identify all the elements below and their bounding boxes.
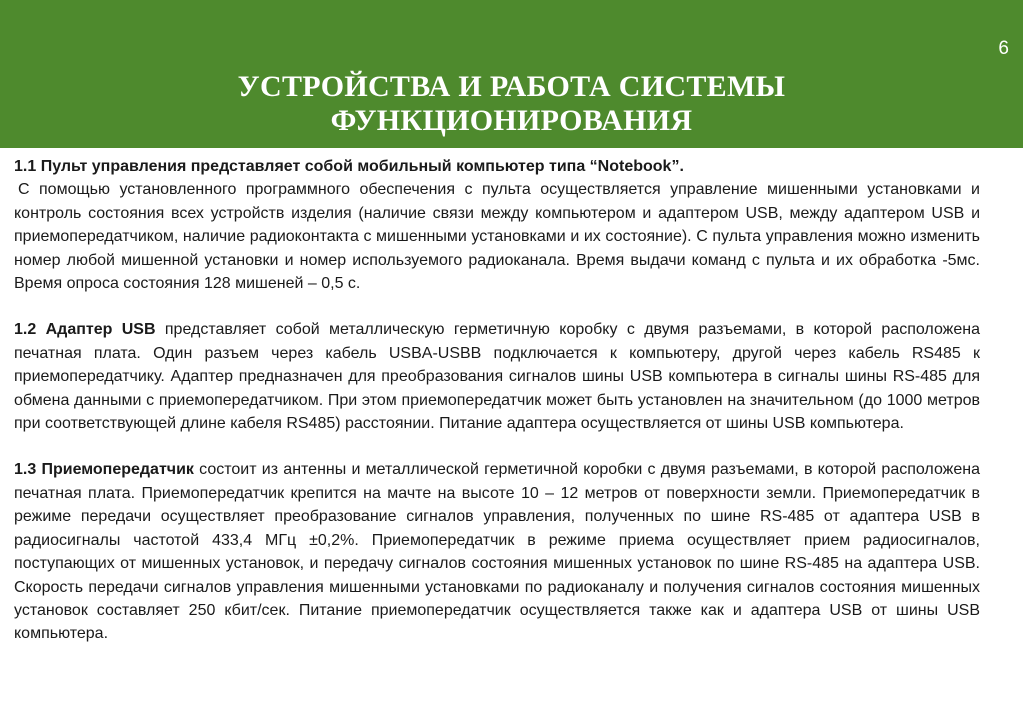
paragraph-spacer bbox=[14, 295, 980, 318]
section-3-lead: 1.3 Приемопередатчик bbox=[14, 461, 194, 479]
page-number: 6 bbox=[998, 38, 1009, 59]
section-3-paragraph bbox=[14, 458, 980, 645]
section-1-heading: 1.1 Пульт управления представляет собой мобильный компьютер типа “Notebook”. bbox=[14, 158, 684, 175]
section-3-body: состоит из антенны и металлической герметичной коробки с двумя разъемами, в которой расположена печатная плата. Приемопередатчик крепится на мачте на высоте 10 – 12 метров от поверхности земли. Приемопередатчик в режиме передачи осуществляет преобразование сигналов управления, полученных по шине RS-485 от адаптера USB в радиосигналы частотой 433,4 МГц ±0,2%. Приемопередатчик в режиме приема осуществляет прием радиосигналов, поступающих от мишенных установок, и передачу сигналов состояния мишенных установок по шине RS-485 на адаптера USB. Скорость передачи сигналов управления мишенными установками по радиоканалу и получения сигналов состояния мишенных установок составляет 250 кбит/сек. Питание приемопередатчик осуществляется также как и адаптера USB от шины USB компьютера. bbox=[14, 461, 981, 643]
slide-body bbox=[14, 155, 980, 646]
page-title-line-2: ФУНКЦИОНИРОВАНИЯ bbox=[330, 104, 693, 137]
section-2-paragraph bbox=[14, 318, 980, 435]
section-2-lead: 1.2 Адаптер USB bbox=[14, 321, 156, 339]
title-banner bbox=[0, 0, 1023, 148]
page-title-line-1: УСТРОЙСТВА И РАБОТА СИСТЕМЫ bbox=[237, 70, 786, 103]
paragraph-spacer bbox=[14, 435, 980, 458]
page-title bbox=[0, 70, 1023, 138]
section-2-body: представляет собой металлическую герметичную коробку с двумя разъемами, в которой расположена печатная плата. Один разъем через кабель USBA-USBB подключается к компьютеру, другой через кабель RS485 к приемопередатчику. Адаптер предназначен для преобразования сигналов шины USB компьютера в сигналы шины RS-485 для обмена данными с приемопередатчиком. При этом приемопередатчик может быть установлен на значительном (до 1000 метров при соответствующей длине кабеля RS485) расстоянии. Питание адаптера осуществляется от шины USB компьютера. bbox=[14, 321, 980, 433]
section-1-body: С помощью установленного программного обеспечения с пульта осуществляется управление мишенными установками и контроль состояния всех устройств изделия (наличие связи между компьютером и адаптером USB, между адаптером USB и приемопередатчиком, наличие радиоконтакта с мишенными установками и их состояние). С пульта управления можно изменить номер любой мишенной установки и номер используемого радиоканала. Время выдачи команд с пульта и их обработка -5мс. Время опроса состояния 128 мишеней – 0,5 с. bbox=[14, 181, 980, 293]
